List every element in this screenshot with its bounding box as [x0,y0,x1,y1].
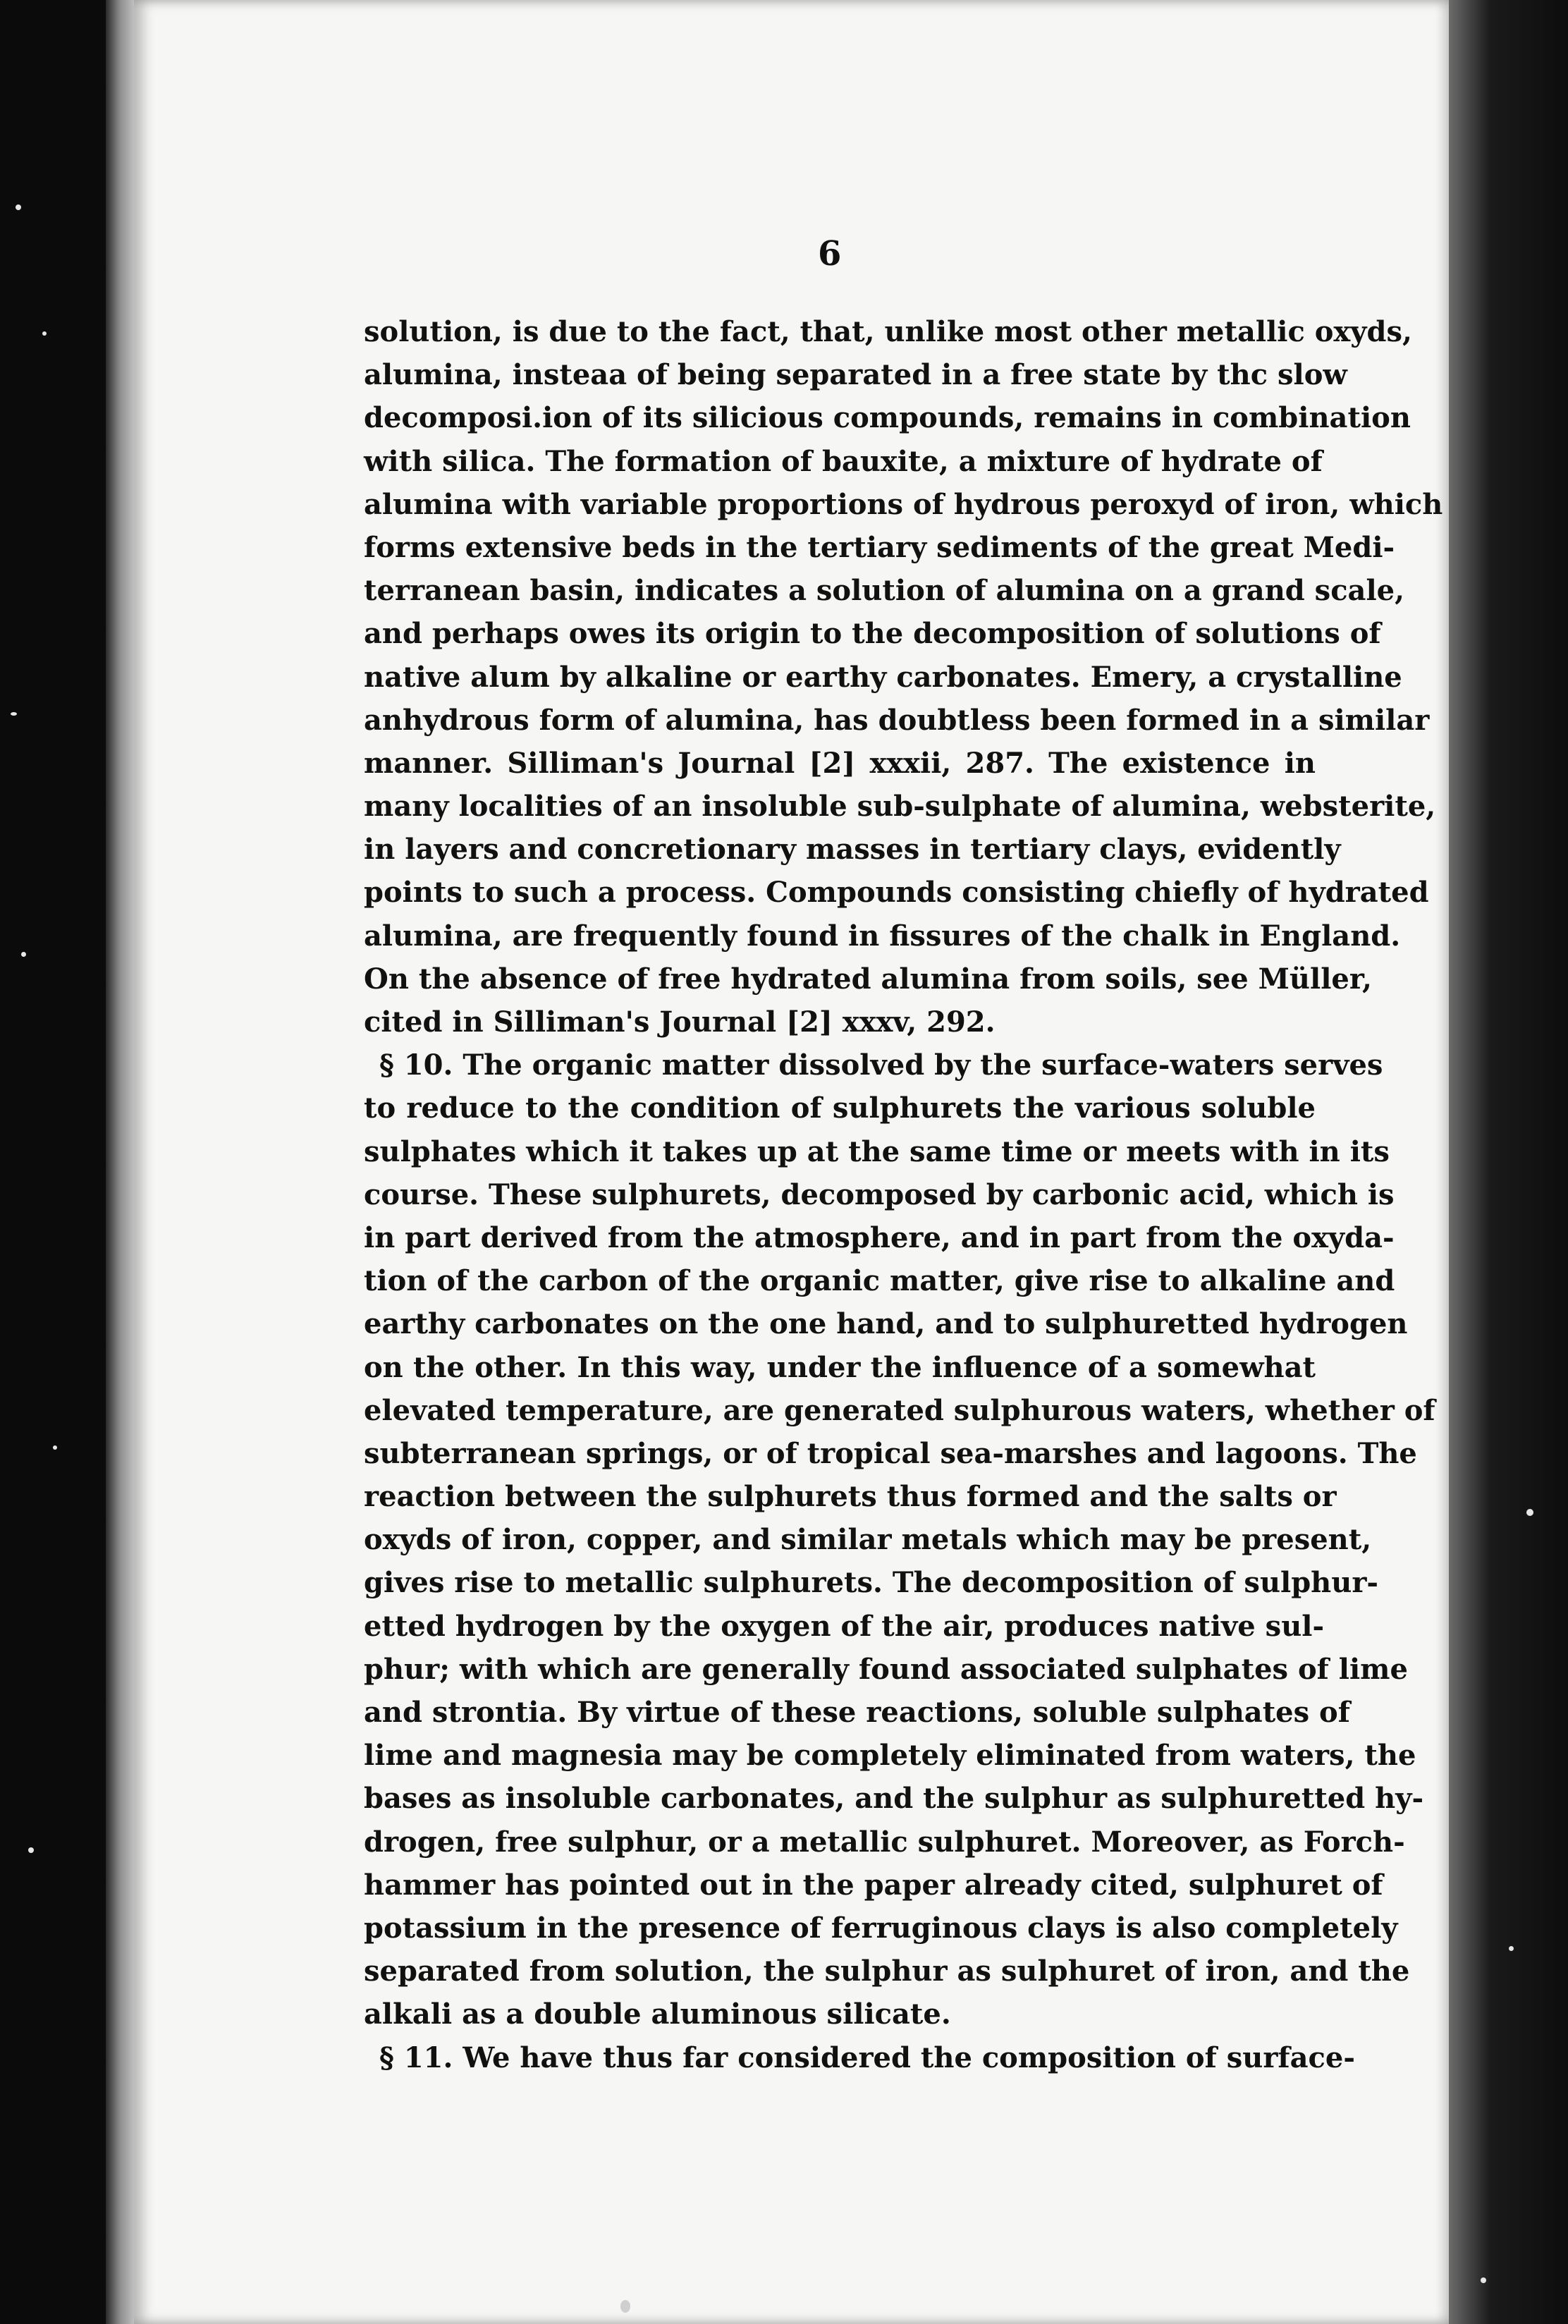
text-line: phur; with which are generally found associated sulphates of lime [364,1652,1408,1686]
text-line: hammer has pointed out in the paper already cited, sulphuret of [364,1868,1383,1902]
text-line: forms extensive beds in the tertiary sediments of the great Medi- [364,530,1395,564]
scan-speck [42,331,47,336]
page-number: 6 [818,234,842,274]
text-line: drogen, free sulphur, or a metallic sulphuret. Moreover, as Forch- [364,1825,1405,1859]
paragraph-start-line: § 11. We have thus far considered the composition of surface- [379,2041,1355,2074]
scan-speck [1481,2277,1486,2283]
text-line: alumina, are frequently found in fissures of the chalk in England. [364,919,1401,953]
text-line: sulphates which it takes up at the same time or meets with in its [364,1135,1390,1168]
scan-speck [16,204,21,210]
scan-speck [11,712,17,716]
text-line: etted hydrogen by the oxygen of the air, produces native sul- [364,1609,1325,1643]
text-line: on the other. In this way, under the influence of a somewhat [364,1350,1316,1384]
text-line: native alum by alkaline or earthy carbonates. Emery, a crystalline [364,660,1402,694]
text-line: anhydrous form of alumina, has doubtless been formed in a similar [364,703,1430,737]
text-line: and strontia. By virtue of these reactions, soluble sulphates of [364,1696,1350,1729]
text-line: oxyds of iron, copper, and similar metals which may be present, [364,1523,1372,1557]
text-line: alumina with variable proportions of hydrous peroxyd of iron, which [364,487,1443,521]
scan-speck [1509,1946,1514,1951]
text-line: with silica. The formation of bauxite, a mixture of hydrate of [364,444,1323,478]
text-line: cited in Silliman's Journal [2] xxxv, 292. [364,1005,996,1039]
text-line: points to such a process. Compounds consisting chiefly of hydrated [364,876,1429,910]
text-line: many localities of an insoluble sub-sulphate of alumina, websterite, [364,790,1436,824]
scan-speck [28,1847,34,1853]
text-line: terranean basin, indicates a solution of alumina on a grand scale, [364,574,1405,608]
text-line: potassium in the presence of ferruginous clays is also completely [364,1911,1398,1945]
text-line: decomposi.ion of its silicious compounds, remains in combination [364,401,1411,435]
text-line: in layers and concretionary masses in tertiary clays, evidently [364,833,1341,867]
adjacent-page-edge [1449,0,1568,2324]
text-line: alumina, insteaa of being separated in a free state by thc slow [364,358,1347,392]
text-line: reaction between the sulphurets thus formed and the salts or [364,1480,1337,1514]
text-line: manner. Silliman's Journal [2] xxxii, 287. The existence in [364,746,1316,780]
text-line: course. These sulphurets, decomposed by carbonic acid, which is [364,1178,1395,1211]
paragraph-start-line: § 10. The organic matter dissolved by the surface-waters serves [379,1048,1383,1082]
text-line: subterranean springs, or of tropical sea-marshes and lagoons. The [364,1436,1417,1470]
scan-speck [1526,1509,1533,1516]
text-line: separated from solution, the sulphur as sulphuret of iron, and the [364,1955,1410,1988]
text-line: earthy carbonates on the one hand, and to sulphuretted hydrogen [364,1307,1408,1341]
text-line: bases as insoluble carbonates, and the sulphur as sulphuretted hy- [364,1782,1424,1816]
body-text [364,310,1443,2079]
text-line: solution, is due to the fact, that, unlike most other metallic oxyds, [364,315,1412,348]
scan-speck [620,2300,630,2313]
text-line: tion of the carbon of the organic matter, give rise to alkaline and [364,1264,1395,1298]
scan-speck [21,952,26,957]
text-line: to reduce to the condition of sulphurets the various soluble [364,1091,1316,1125]
scan-speck [53,1445,57,1450]
text-line: lime and magnesia may be completely eliminated from waters, the [364,1739,1416,1773]
text-line: and perhaps owes its origin to the decomposition of solutions of [364,617,1381,651]
text-line: elevated temperature, are generated sulphurous waters, whether of [364,1393,1435,1427]
text-line: alkali as a double aluminous silicate. [364,1998,951,2031]
text-line: in part derived from the atmosphere, and in part from the oxyda- [364,1221,1395,1254]
text-line: On the absence of free hydrated alumina from soils, see Müller, [364,962,1372,996]
text-line: gives rise to metallic sulphurets. The decomposition of sulphur- [364,1566,1379,1600]
